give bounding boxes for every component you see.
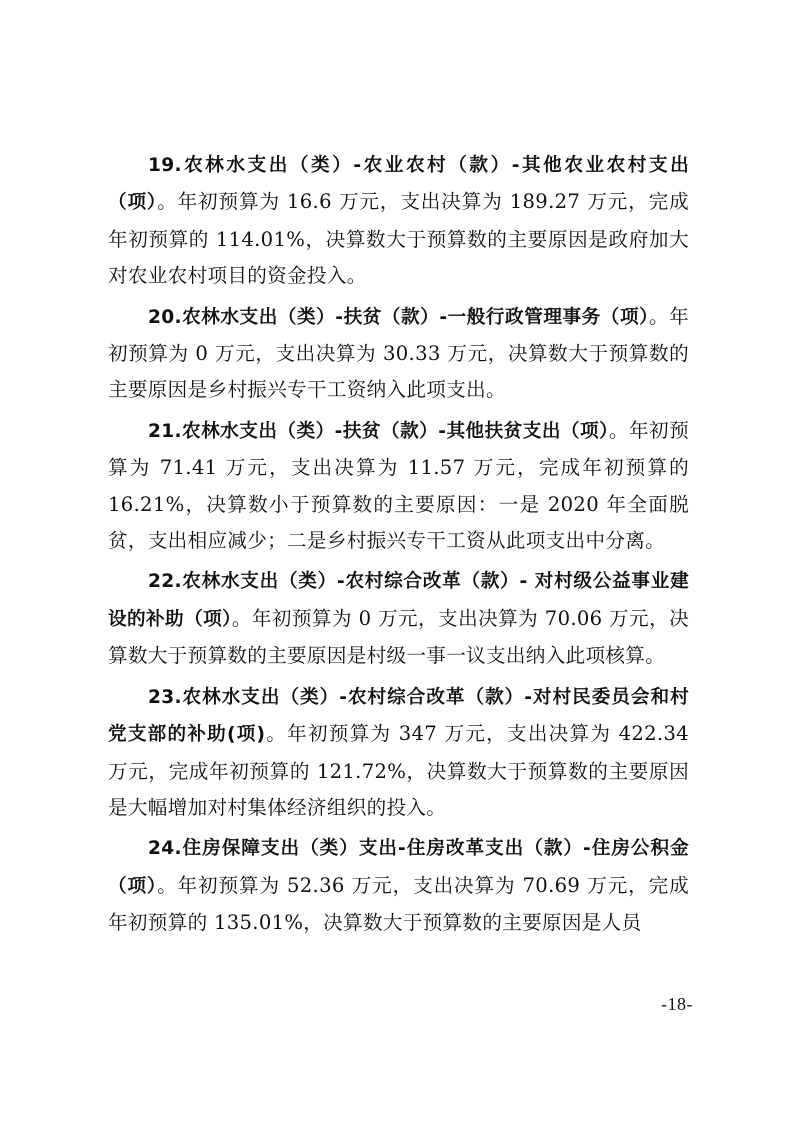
paragraph-21: [108, 413, 689, 560]
paragraph-text: 。年初预算为 0 万元，支出决算为 70.06 万元，决算数大于预算数的主要原因是村级一事一议支出纳入此项核算。: [108, 606, 689, 668]
paragraph-23: [108, 679, 689, 827]
page-body: [108, 147, 689, 946]
paragraph-text: 。年初预算为 16.6 万元，支出决算为 189.27 万元，完成年初预算的 114.01%，决算数大于预算数的主要原因是政府加大对农业农村项目的资金投入。: [108, 190, 689, 288]
paragraph-heading: 20.农林水支出（类）-扶贫（款）-一般行政管理事务（项）: [148, 306, 649, 328]
paragraph-text: 。年初预算为 52.36 万元，支出决算为 70.69 万元，完成年初预算的 135.01%，决算数大于预算数的主要原因是人员: [108, 873, 689, 935]
paragraph-text: 。年初预算为 347 万元，支出决算为 422.34 万元，完成年初预算的 121.72%，决算数大于预算数的主要原因是大幅增加对村集体经济组织的投入。: [108, 722, 689, 819]
paragraph-text: 。年初预算为 71.41 万元，支出决算为 11.57 万元，完成年初预算的 16.21%，决算数小于预算数的主要原因：一是 2020 年全面脱贫，支出相应减少；二是乡村振兴专干工资从此项支出中分离。: [108, 418, 689, 553]
paragraph-text: 。年初预算为 0 万元，支出决算为 30.33 万元，决算数大于预算数的主要原因是乡村振兴专干工资纳入此项支出。: [108, 304, 689, 402]
paragraph-heading: 24.住房保障支出（类）支出-住房改革支出（款）-住房公积金（项）: [108, 838, 689, 897]
paragraph-20: [108, 299, 689, 409]
paragraph-heading: 19.农林水支出（类）-农业农村（款）-其他农业农村支出（项）: [108, 155, 689, 214]
paragraph-22: [108, 563, 689, 674]
paragraph-heading: 21.农林水支出（类）-扶贫（款）-其他扶贫支出（项）: [148, 420, 609, 442]
paragraph-heading: 22.农林水支出（类）-农村综合改革（款）- 对村级公益事业建设的补助（项）: [108, 571, 689, 630]
paragraph-19: [108, 147, 689, 295]
page-number: -18-: [661, 994, 693, 1014]
paragraph-heading: 23.农林水支出（类）-农村综合改革（款）-对村民委员会和村党支部的补助(项): [108, 686, 689, 746]
paragraph-24: [108, 830, 689, 941]
